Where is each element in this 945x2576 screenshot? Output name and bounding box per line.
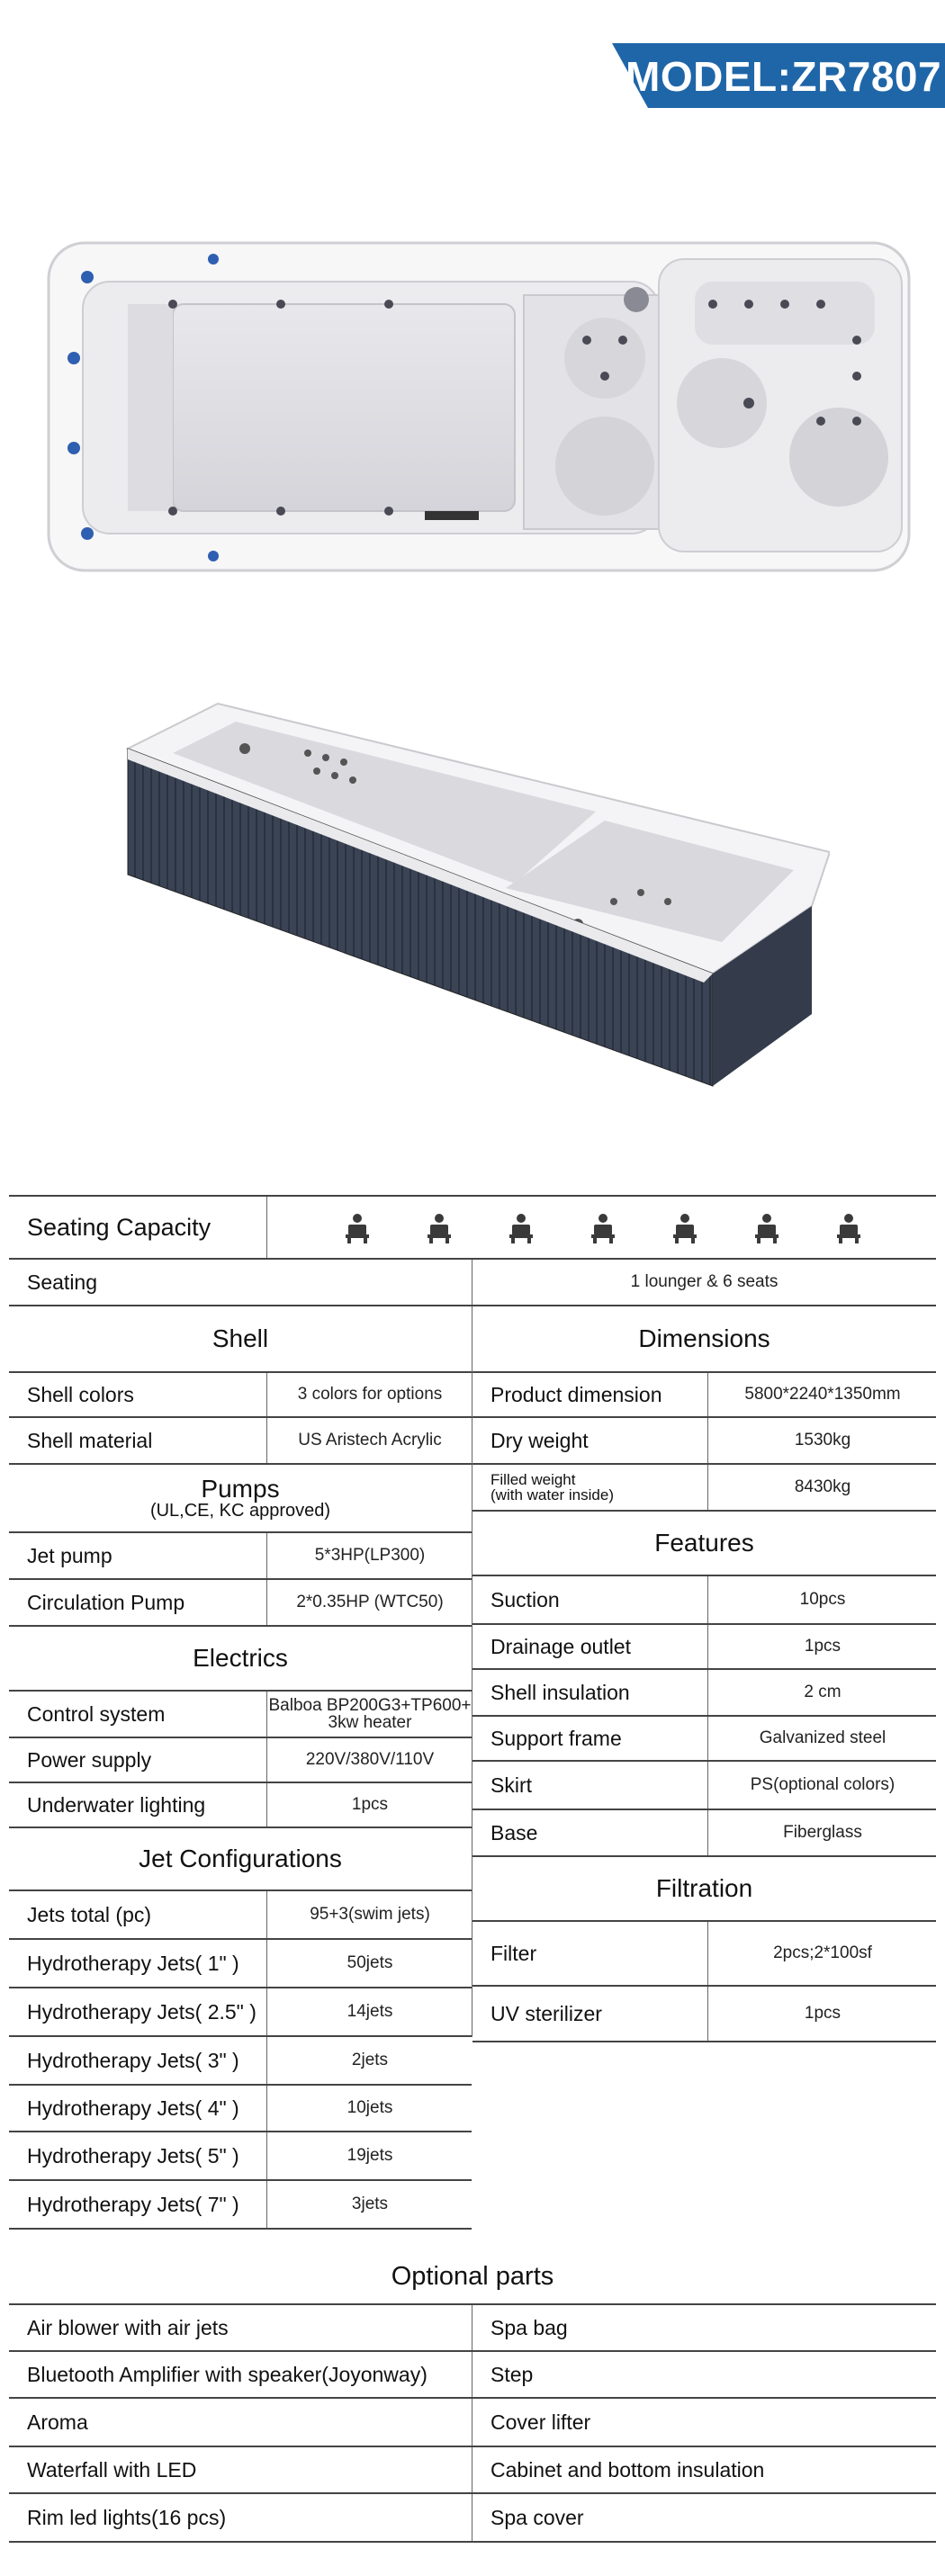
electrics-title-text: Electrics xyxy=(193,1644,288,1672)
person-seat-icon xyxy=(426,1213,453,1243)
jets-row-value: 2jets xyxy=(351,2051,389,2069)
divider xyxy=(9,2228,472,2230)
features-row-label: Shell insulation xyxy=(490,1680,630,1704)
shell-row-label: Shell material xyxy=(27,1428,153,1452)
divider xyxy=(266,1692,267,1737)
seating-capacity-label: Seating Capacity xyxy=(27,1213,212,1241)
divider xyxy=(266,2132,267,2179)
features-row-label: Skirt xyxy=(490,1773,532,1797)
optional-parts-title: Optional parts xyxy=(391,2261,554,2291)
optional-part-right: Cabinet and bottom insulation xyxy=(490,2457,765,2482)
pumps-row-label: Circulation Pump xyxy=(27,1590,185,1614)
filtration-title: Filtration xyxy=(655,1874,753,1902)
divider xyxy=(707,1810,708,1855)
dimensions-row-value: 8430kg xyxy=(794,1477,851,1496)
person-seat-icon xyxy=(508,1213,535,1243)
divider xyxy=(266,1418,267,1463)
shell-row-label: Shell colors xyxy=(27,1382,134,1406)
divider xyxy=(266,1891,267,1938)
person-seat-icon xyxy=(590,1213,616,1243)
jets-row-value: 95+3(swim jets) xyxy=(310,1905,430,1924)
divider xyxy=(266,2181,267,2228)
divider xyxy=(707,1922,708,1985)
features-row-label: Drainage outlet xyxy=(490,1634,631,1658)
shell-row-value: US Aristech Acrylic xyxy=(298,1431,442,1450)
divider xyxy=(707,1670,708,1715)
jets-row-label: Hydrotherapy Jets( 5" ) xyxy=(27,2143,239,2168)
divider xyxy=(266,1580,267,1625)
dimensions-row-value: 1530kg xyxy=(794,1431,851,1450)
shell-title-text: Shell xyxy=(212,1324,269,1352)
pumps-row-value: 2*0.35HP (WTC50) xyxy=(296,1593,444,1611)
jets-row-value: 10jets xyxy=(346,2098,393,2117)
filtration-row-label: Filter xyxy=(490,1941,537,1965)
features-row-value: 2 cm xyxy=(804,1683,842,1701)
filtration-row-value: 1pcs xyxy=(804,2004,842,2023)
pumps-row-value: 5*3HP(LP300) xyxy=(314,1546,426,1565)
divider xyxy=(472,2041,936,2042)
features-row-value: PS(optional colors) xyxy=(750,1775,896,1794)
electrics-row-label: Control system xyxy=(27,1701,166,1726)
dimensions-row-label: Dry weight xyxy=(490,1428,589,1452)
divider xyxy=(266,1738,267,1782)
electrics-row-label: Underwater lighting xyxy=(27,1792,206,1817)
seating-label: Seating xyxy=(27,1270,98,1294)
shell-title xyxy=(9,1306,472,1371)
dimensions-row-value: 5800*2240*1350mm xyxy=(744,1385,901,1404)
filtration-row-label: UV sterilizer xyxy=(490,2001,602,2025)
shell-row-value: 3 colors for options xyxy=(297,1385,443,1404)
jets-title xyxy=(9,1828,472,1889)
electrics-row-value: 1pcs xyxy=(351,1795,389,1814)
jets-row-label: Hydrotherapy Jets( 2.5" ) xyxy=(27,1999,256,2024)
divider xyxy=(707,1762,708,1809)
person-seat-icon xyxy=(344,1213,371,1243)
features-row-value: 10pcs xyxy=(799,1590,846,1609)
electrics-row-value: 220V/380V/110V xyxy=(305,1750,435,1769)
optional-part-right: Spa bag xyxy=(490,2315,568,2339)
divider xyxy=(707,1987,708,2041)
divider xyxy=(707,1576,708,1623)
divider xyxy=(707,1717,708,1760)
divider xyxy=(707,1625,708,1668)
optional-part-left: Waterfall with LED xyxy=(27,2457,197,2482)
electrics-row-label: Power supply xyxy=(27,1747,152,1772)
jets-row-value: 19jets xyxy=(346,2146,393,2165)
electrics-row-value: Balboa BP200G3+TP600+ 3kw heater xyxy=(268,1696,472,1732)
optional-part-right: Cover lifter xyxy=(490,2410,591,2434)
jets-row-label: Hydrotherapy Jets( 4" ) xyxy=(27,2096,239,2120)
electrics-title xyxy=(9,1627,472,1690)
divider xyxy=(266,1533,267,1578)
jets-row-value: 3jets xyxy=(351,2195,389,2213)
optional-part-left: Air blower with air jets xyxy=(27,2315,229,2339)
jets-row-value: 14jets xyxy=(346,2002,393,2021)
divider xyxy=(266,2037,267,2084)
divider xyxy=(266,1373,267,1416)
jets-row-label: Hydrotherapy Jets( 7" ) xyxy=(27,2192,239,2216)
features-row-label: Base xyxy=(490,1820,538,1844)
tub-perspective-image xyxy=(110,686,830,1091)
features-row-label: Suction xyxy=(490,1587,560,1611)
divider xyxy=(707,1418,708,1463)
optional-part-left: Bluetooth Amplifier with speaker(Joyonway) xyxy=(27,2362,428,2386)
filtration-row-value: 2pcs;2*100sf xyxy=(773,1943,872,1962)
seating-value: 1 lounger & 6 seats xyxy=(630,1272,778,1291)
divider xyxy=(266,1940,267,1987)
optional-part-right: Spa cover xyxy=(490,2505,584,2529)
divider xyxy=(266,1988,267,2035)
dimensions-row-label: Product dimension xyxy=(490,1382,662,1406)
features-title: Features xyxy=(654,1529,754,1557)
dimensions-row-label: Filled weight (with water inside) xyxy=(490,1471,614,1503)
jets-row-label: Hydrotherapy Jets( 1" ) xyxy=(27,1951,239,1975)
optional-part-right: Step xyxy=(490,2362,534,2386)
divider xyxy=(266,1783,267,1827)
divider xyxy=(707,1465,708,1510)
person-seat-icon xyxy=(835,1213,862,1243)
jets-row-label: Jets total (pc) xyxy=(27,1902,152,1926)
divider xyxy=(707,1373,708,1416)
pumps-subtitle: (UL,CE, KC approved) xyxy=(149,1501,331,1521)
tub-top-view-image xyxy=(47,241,911,572)
features-row-value: Galvanized steel xyxy=(759,1728,886,1747)
jets-row-label: Hydrotherapy Jets( 3" ) xyxy=(27,2048,239,2072)
person-seat-icon xyxy=(671,1213,698,1243)
jets-title-text: Jet Configurations xyxy=(139,1844,342,1872)
pumps-title xyxy=(9,1465,472,1531)
optional-part-left: Aroma xyxy=(27,2410,88,2434)
divider xyxy=(9,2541,936,2543)
features-row-value: 1pcs xyxy=(804,1637,842,1656)
dimensions-title: Dimensions xyxy=(638,1324,770,1352)
pumps-title-text: Pumps xyxy=(201,1474,280,1503)
person-seat-icon xyxy=(753,1213,780,1243)
model-title: MODEL:ZR7807 xyxy=(626,53,942,100)
jets-row-value: 50jets xyxy=(346,1953,393,1972)
pumps-row-label: Jet pump xyxy=(27,1543,112,1567)
optional-part-left: Rim led lights(16 pcs) xyxy=(27,2505,227,2529)
features-row-value: Fiberglass xyxy=(783,1823,862,1842)
divider xyxy=(266,2086,267,2131)
features-row-label: Support frame xyxy=(490,1726,622,1750)
